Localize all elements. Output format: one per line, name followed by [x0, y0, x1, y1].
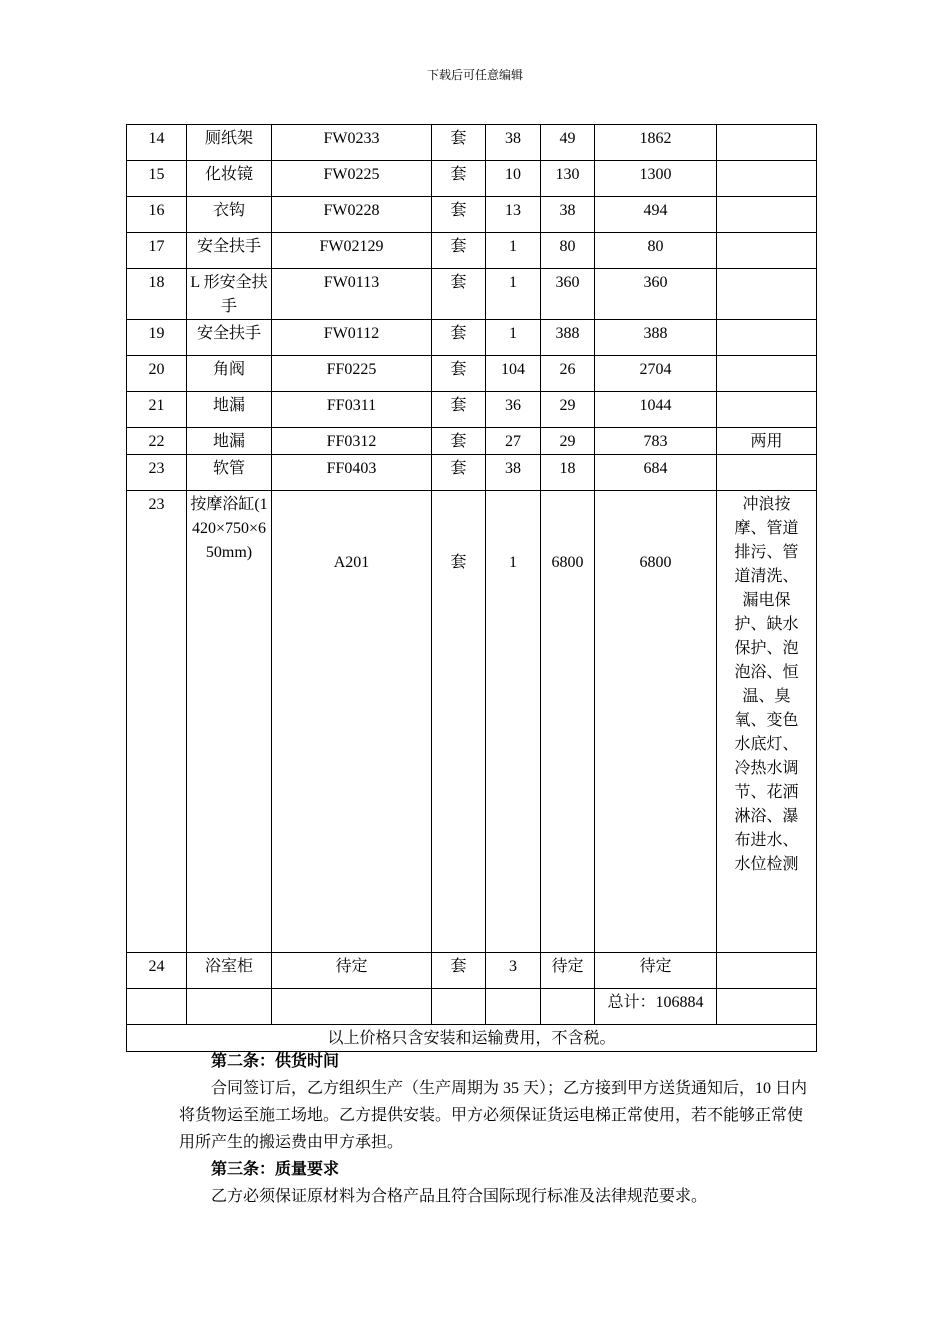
cell-qty: 38	[486, 125, 541, 161]
cell-no: 18	[127, 269, 187, 320]
cell-note	[717, 953, 817, 989]
cell-unit: 套	[432, 392, 486, 428]
cell-note	[717, 392, 817, 428]
table-row	[127, 320, 817, 356]
cell-name: 化妆镜	[187, 161, 272, 197]
cell-note: 冲浪按摩、管道排污、管道清洗、漏电保护、缺水保护、泡泡浴、恒温、臭氧、变色水底灯、冷热水调节、花洒淋浴、瀑布进水、水位检测	[717, 491, 817, 953]
cell-note	[717, 455, 817, 491]
cell-code: FF0403	[272, 455, 432, 491]
cell-price: 6800	[541, 491, 595, 953]
table-row	[127, 233, 817, 269]
table-row	[127, 953, 817, 989]
cell-code: FW0233	[272, 125, 432, 161]
cell-unit: 套	[432, 428, 486, 455]
cell-price: 130	[541, 161, 595, 197]
cell-no: 24	[127, 953, 187, 989]
cell-qty: 1	[486, 269, 541, 320]
cell-note	[717, 356, 817, 392]
cell-qty: 10	[486, 161, 541, 197]
cell-unit: 套	[432, 125, 486, 161]
cell-amount: 1044	[595, 392, 717, 428]
table-row	[127, 455, 817, 491]
table-row	[127, 392, 817, 428]
cell-unit: 套	[432, 953, 486, 989]
cell-no: 16	[127, 197, 187, 233]
cell-qty: 38	[486, 455, 541, 491]
table-row	[127, 356, 817, 392]
table-row	[127, 269, 817, 320]
cell-amount: 2704	[595, 356, 717, 392]
cell-note	[717, 233, 817, 269]
cell-name: 安全扶手	[187, 233, 272, 269]
cell-unit: 套	[432, 320, 486, 356]
cell-no: 20	[127, 356, 187, 392]
cell-amount: 80	[595, 233, 717, 269]
cell-qty: 13	[486, 197, 541, 233]
cell-unit: 套	[432, 161, 486, 197]
cell-no: 22	[127, 428, 187, 455]
cell-no: 19	[127, 320, 187, 356]
table-row	[127, 161, 817, 197]
cell-name: 衣钩	[187, 197, 272, 233]
cell-name: 地漏	[187, 392, 272, 428]
cell-price: 38	[541, 197, 595, 233]
contract-body	[179, 1048, 809, 1210]
cell-note	[717, 320, 817, 356]
cell-price: 18	[541, 455, 595, 491]
cell-amount: 1300	[595, 161, 717, 197]
cell-name: 按摩浴缸(1420×750×650mm)	[187, 491, 272, 953]
cell-no: 17	[127, 233, 187, 269]
cell-qty: 104	[486, 356, 541, 392]
cell-name: L 形安全扶手	[187, 269, 272, 320]
cell-no: 14	[127, 125, 187, 161]
cell-code: 待定	[272, 953, 432, 989]
table-row	[127, 125, 817, 161]
cell-name: 地漏	[187, 428, 272, 455]
table-row	[127, 197, 817, 233]
cell-unit: 套	[432, 233, 486, 269]
cell-amount: 684	[595, 455, 717, 491]
cell-qty: 1	[486, 320, 541, 356]
cell-code: FF0311	[272, 392, 432, 428]
price-table	[126, 124, 817, 1052]
cell-name: 浴室柜	[187, 953, 272, 989]
cell-unit: 套	[432, 356, 486, 392]
cell-unit: 套	[432, 491, 486, 953]
cell-price: 49	[541, 125, 595, 161]
total-row	[127, 989, 817, 1025]
cell-code: FF0225	[272, 356, 432, 392]
cell-qty: 27	[486, 428, 541, 455]
cell-amount: 494	[595, 197, 717, 233]
cell-note	[717, 269, 817, 320]
cell-amount: 783	[595, 428, 717, 455]
cell-price: 80	[541, 233, 595, 269]
cell-note	[717, 197, 817, 233]
cell-name: 软管	[187, 455, 272, 491]
cell-no: 23	[127, 455, 187, 491]
cell-code: FW0113	[272, 269, 432, 320]
grand-total: 总计：106884	[595, 989, 717, 1025]
cell-name: 厕纸架	[187, 125, 272, 161]
cell-name: 角阀	[187, 356, 272, 392]
cell-code: FW0225	[272, 161, 432, 197]
supply-heading: 第二条：供货时间	[211, 1053, 340, 1070]
table-row	[127, 428, 817, 455]
cell-price: 29	[541, 392, 595, 428]
quality-paragraph: 乙方必须保证原材料为合格产品且符合国际现行标准及法律规范要求。	[211, 1188, 708, 1205]
cell-code: FW02129	[272, 233, 432, 269]
cell-amount: 6800	[595, 491, 717, 953]
cell-name: 安全扶手	[187, 320, 272, 356]
cell-code: A201	[272, 491, 432, 953]
cell-price: 待定	[541, 953, 595, 989]
cell-note	[717, 161, 817, 197]
cell-no: 21	[127, 392, 187, 428]
cell-note	[717, 125, 817, 161]
cell-unit: 套	[432, 269, 486, 320]
supply-paragraph: 合同签订后，乙方组织生产（生产周期为 35 天）；乙方接到甲方送货通知后，10 日内将货物运至施工场地。乙方提供安装。甲方必须保证货运电梯正常使用，若不能够正常使用所产生的搬运费由甲方承担。	[179, 1080, 808, 1151]
cell-price: 388	[541, 320, 595, 356]
cell-unit: 套	[432, 455, 486, 491]
cell-qty: 36	[486, 392, 541, 428]
cell-qty: 3	[486, 953, 541, 989]
cell-amount: 388	[595, 320, 717, 356]
cell-unit: 套	[432, 197, 486, 233]
cell-code: FW0228	[272, 197, 432, 233]
page-header-watermark: 下载后可任意编辑	[426, 68, 523, 82]
cell-price: 360	[541, 269, 595, 320]
cell-note: 两用	[717, 428, 817, 455]
cell-no: 23	[127, 491, 187, 953]
cell-price: 29	[541, 428, 595, 455]
table-row	[127, 491, 817, 953]
cell-no: 15	[127, 161, 187, 197]
cell-amount: 待定	[595, 953, 717, 989]
cell-code: FF0312	[272, 428, 432, 455]
cell-amount: 1862	[595, 125, 717, 161]
cell-price: 26	[541, 356, 595, 392]
price-footnote: 以上价格只含安装和运输费用，不含税。	[127, 1025, 817, 1052]
quality-heading: 第三条：质量要求	[211, 1161, 340, 1178]
cell-qty: 1	[486, 233, 541, 269]
cell-amount: 360	[595, 269, 717, 320]
cell-code: FW0112	[272, 320, 432, 356]
cell-qty: 1	[486, 491, 541, 953]
